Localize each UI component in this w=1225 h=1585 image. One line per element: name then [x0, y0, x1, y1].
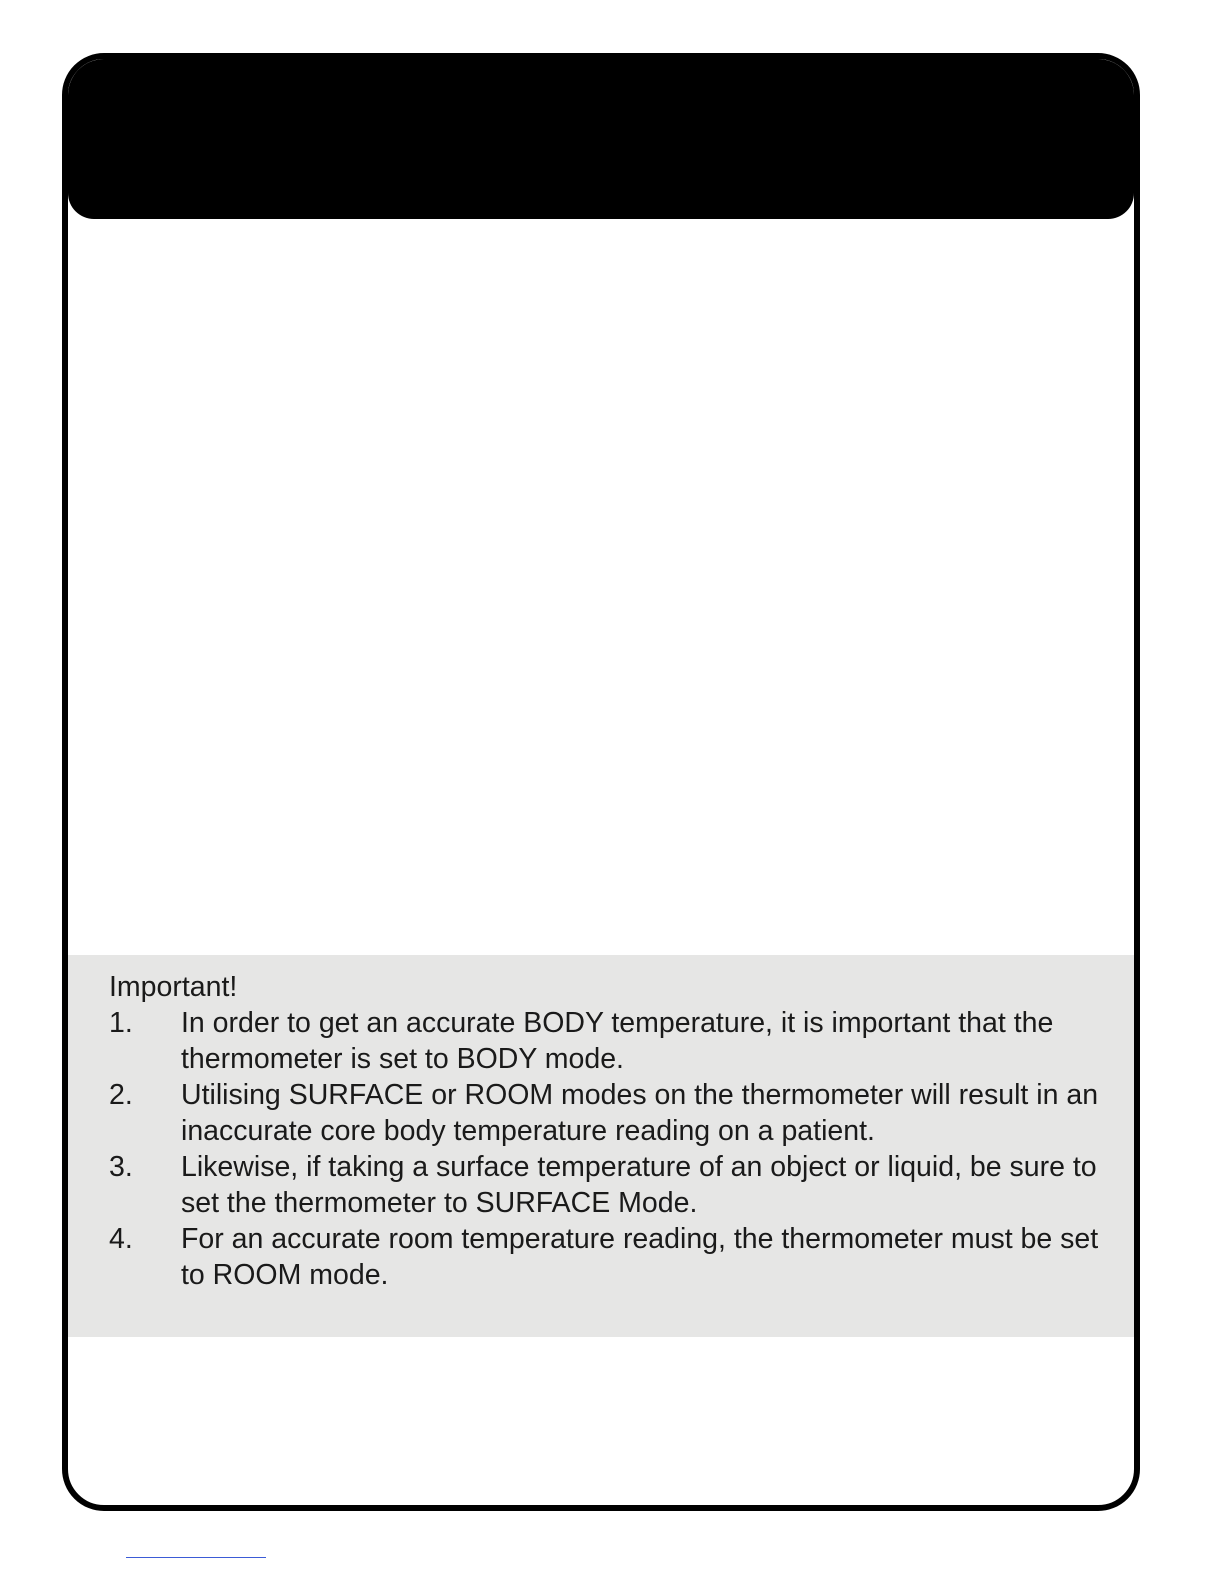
header-band — [68, 59, 1134, 219]
notice-item-2 — [109, 1077, 1104, 1149]
footer-link-underline — [126, 1557, 266, 1558]
notice-item-number: 1. — [109, 1007, 133, 1039]
notice-list — [109, 1005, 1104, 1293]
important-notice-box — [68, 955, 1134, 1337]
notice-title: Important! — [109, 971, 238, 1003]
notice-item-3 — [109, 1149, 1104, 1221]
notice-item-4 — [109, 1221, 1104, 1293]
notice-item-number: 3. — [109, 1151, 133, 1183]
notice-item-1 — [109, 1005, 1104, 1077]
notice-item-number: 4. — [109, 1223, 133, 1255]
notice-item-text: Likewise, if taking a surface temperature of an object or liquid, be sure to set the thermometer to SURFACE Mode. — [181, 1151, 1097, 1219]
notice-item-number: 2. — [109, 1079, 133, 1111]
notice-item-text: For an accurate room temperature reading, the thermometer must be set to ROOM mode. — [181, 1223, 1099, 1291]
page-frame — [62, 53, 1140, 1511]
notice-item-text: Utilising SURFACE or ROOM modes on the thermometer will result in an inaccurate core body temperature reading on a patient. — [181, 1079, 1099, 1147]
notice-item-text: In order to get an accurate BODY temperature, it is important that the thermometer is set to BODY mode. — [181, 1007, 1054, 1075]
